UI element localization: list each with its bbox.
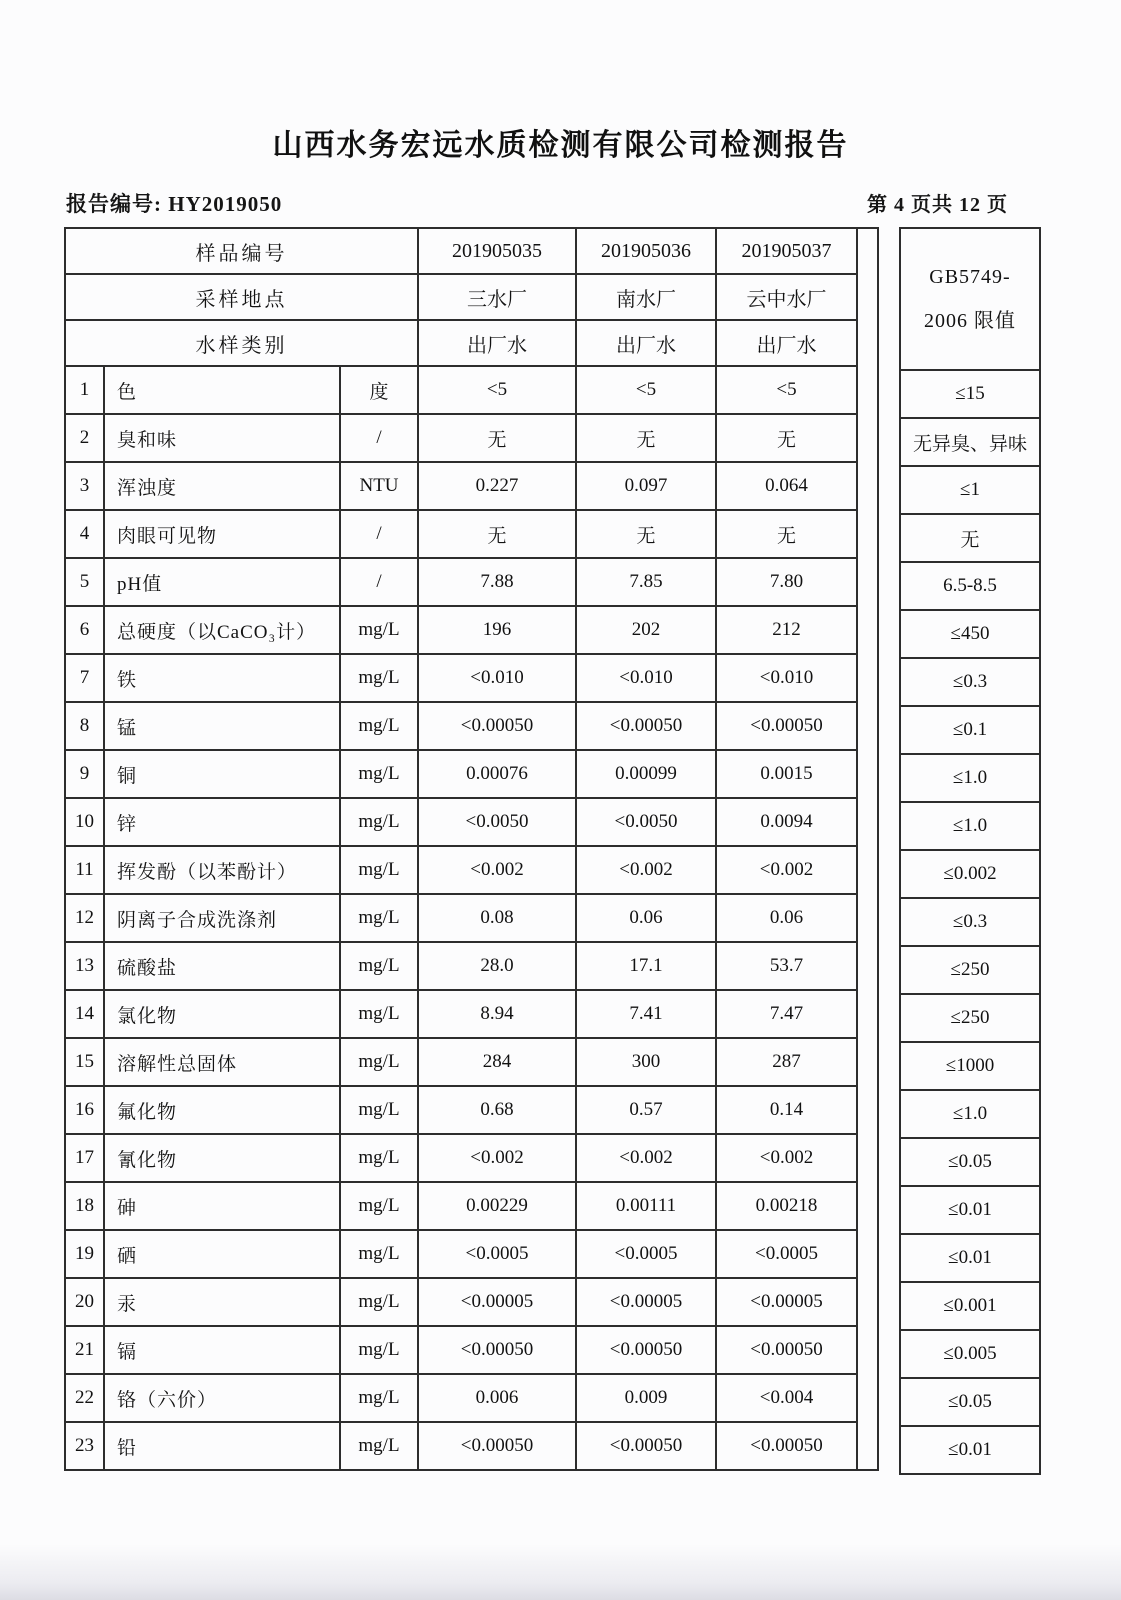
cell-v2: 0.097 [576, 462, 716, 510]
spacer-cell [857, 1182, 878, 1230]
spacer-cell [857, 1086, 878, 1134]
spacer-cell [857, 942, 878, 990]
cell-name: pH值 [104, 558, 340, 606]
cell-limit: ≤0.005 [900, 1330, 1040, 1378]
cell-v2: 0.00099 [576, 750, 716, 798]
parameter-row [65, 1182, 878, 1230]
cell-limit: ≤0.002 [900, 850, 1040, 898]
cell-no: 21 [65, 1326, 104, 1374]
limit-row [900, 1282, 1040, 1330]
cell-no: 5 [65, 558, 104, 606]
cell-no: 2 [65, 414, 104, 462]
limit-row [900, 802, 1040, 850]
parameter-row [65, 1134, 878, 1182]
cell-no: 13 [65, 942, 104, 990]
parameter-row [65, 894, 878, 942]
cell-name: 色 [104, 366, 340, 414]
cell-limit: ≤0.1 [900, 706, 1040, 754]
cell-v3: <0.00050 [716, 702, 857, 750]
parameter-row [65, 798, 878, 846]
cell-v1: <0.00005 [418, 1278, 576, 1326]
cell-no: 22 [65, 1374, 104, 1422]
spacer-cell [857, 846, 878, 894]
cell-unit: mg/L [340, 1422, 418, 1470]
cell-v1: 28.0 [418, 942, 576, 990]
spacer-cell [857, 894, 878, 942]
parameter-row [65, 366, 878, 414]
parameter-row [65, 510, 878, 558]
limit-header-row [900, 228, 1040, 370]
cell-limit: ≤1000 [900, 1042, 1040, 1090]
cell-v1: 284 [418, 1038, 576, 1086]
cell-v3: <0.00050 [716, 1422, 857, 1470]
spacer-cell [857, 798, 878, 846]
spacer-cell [857, 1278, 878, 1326]
cell-v2: 300 [576, 1038, 716, 1086]
cell-name: 汞 [104, 1278, 340, 1326]
cell-v1: <0.002 [418, 1134, 576, 1182]
cell-limit: ≤250 [900, 946, 1040, 994]
cell-v2: <0.0050 [576, 798, 716, 846]
spacer-cell [857, 366, 878, 414]
cell-unit: mg/L [340, 1326, 418, 1374]
cell-v1: <5 [418, 366, 576, 414]
cell-v1: 196 [418, 606, 576, 654]
cell-v2: 0.009 [576, 1374, 716, 1422]
cell-limit: ≤1 [900, 466, 1040, 514]
spacer-cell [857, 1134, 878, 1182]
cell-limit: ≤0.3 [900, 898, 1040, 946]
cell-v3: 0.00218 [716, 1182, 857, 1230]
cell-unit: / [340, 510, 418, 558]
limit-row [900, 658, 1040, 706]
cell-unit: mg/L [340, 1374, 418, 1422]
results-table-header [65, 228, 878, 366]
spacer-cell [857, 510, 878, 558]
cell-unit: / [340, 414, 418, 462]
limit-row [900, 1138, 1040, 1186]
location-1: 三水厂 [418, 274, 576, 320]
spacer-cell [857, 320, 878, 366]
cell-v1: 8.94 [418, 990, 576, 1038]
cell-v1: 0.006 [418, 1374, 576, 1422]
limit-row [900, 562, 1040, 610]
cell-unit: mg/L [340, 1086, 418, 1134]
cell-no: 3 [65, 462, 104, 510]
cell-v1: 0.00076 [418, 750, 576, 798]
cell-no: 18 [65, 1182, 104, 1230]
cell-unit: mg/L [340, 894, 418, 942]
limit-row [900, 370, 1040, 418]
location-3: 云中水厂 [716, 274, 857, 320]
spacer-cell [857, 606, 878, 654]
header-row-location [65, 274, 878, 320]
spacer-cell [857, 1230, 878, 1278]
cell-no: 11 [65, 846, 104, 894]
cell-unit: mg/L [340, 750, 418, 798]
cell-name: 浑浊度 [104, 462, 340, 510]
cell-name: 锌 [104, 798, 340, 846]
header-row-sample-id [65, 228, 878, 274]
limit-standard-year: 2006 限值 [924, 310, 1016, 332]
limit-row [900, 610, 1040, 658]
parameter-row [65, 1422, 878, 1470]
cell-v2: 17.1 [576, 942, 716, 990]
parameter-row [65, 750, 878, 798]
cell-unit: mg/L [340, 1038, 418, 1086]
limit-row [900, 1330, 1040, 1378]
limit-row [900, 1186, 1040, 1234]
cell-v2: <0.002 [576, 1134, 716, 1182]
limit-row [900, 514, 1040, 562]
cell-v2: 7.85 [576, 558, 716, 606]
cell-limit: 无异臭、异味 [900, 418, 1040, 466]
cell-v1: <0.0005 [418, 1230, 576, 1278]
cell-v2: <0.00050 [576, 1422, 716, 1470]
cell-v2: <5 [576, 366, 716, 414]
cell-limit: ≤450 [900, 610, 1040, 658]
parameter-row [65, 1326, 878, 1374]
cell-v3: 无 [716, 510, 857, 558]
cell-name: 铜 [104, 750, 340, 798]
cell-v2: <0.010 [576, 654, 716, 702]
results-table [64, 227, 879, 1471]
cell-limit: ≤0.3 [900, 658, 1040, 706]
limit-row [900, 706, 1040, 754]
cell-v3: 0.0094 [716, 798, 857, 846]
scan-shadow [0, 1544, 1121, 1600]
cell-unit: mg/L [340, 846, 418, 894]
cell-unit: mg/L [340, 1182, 418, 1230]
report-number-label: 报告编号: [66, 192, 162, 216]
cell-unit: mg/L [340, 702, 418, 750]
cell-name: 铬（六价） [104, 1374, 340, 1422]
limit-row [900, 1378, 1040, 1426]
limit-row [900, 850, 1040, 898]
limit-row [900, 1234, 1040, 1282]
cell-name: 溶解性总固体 [104, 1038, 340, 1086]
spacer-cell [857, 654, 878, 702]
cell-v3: 0.14 [716, 1086, 857, 1134]
cell-unit: mg/L [340, 654, 418, 702]
cell-name: 铅 [104, 1422, 340, 1470]
cell-v3: <5 [716, 366, 857, 414]
limit-table-header [900, 228, 1040, 370]
parameter-row [65, 1374, 878, 1422]
cell-v2: 7.41 [576, 990, 716, 1038]
cell-no: 7 [65, 654, 104, 702]
spacer-cell [857, 1326, 878, 1374]
limit-row [900, 946, 1040, 994]
header-label: 水样类别 [65, 320, 418, 366]
cell-limit: ≤0.05 [900, 1138, 1040, 1186]
cell-v3: <0.002 [716, 846, 857, 894]
cell-name: 硫酸盐 [104, 942, 340, 990]
spacer-cell [857, 462, 878, 510]
limit-standard-name: GB5749- [929, 266, 1011, 288]
cell-limit: ≤15 [900, 370, 1040, 418]
cell-v2: 202 [576, 606, 716, 654]
limit-row [900, 754, 1040, 802]
cell-v3: <0.00005 [716, 1278, 857, 1326]
header-row-sample-type [65, 320, 878, 366]
cell-no: 23 [65, 1422, 104, 1470]
sample-type-3: 出厂水 [716, 320, 857, 366]
cell-limit: ≤0.001 [900, 1282, 1040, 1330]
parameter-row [65, 606, 878, 654]
page-indicator: 第 4 页共 12 页 [867, 194, 1008, 216]
cell-no: 19 [65, 1230, 104, 1278]
cell-v2: 无 [576, 510, 716, 558]
cell-v3: 287 [716, 1038, 857, 1086]
cell-v2: 0.57 [576, 1086, 716, 1134]
header-label: 样品编号 [65, 228, 418, 274]
cell-no: 20 [65, 1278, 104, 1326]
cell-v1: <0.00050 [418, 702, 576, 750]
cell-v2: 无 [576, 414, 716, 462]
cell-v1: 0.08 [418, 894, 576, 942]
cell-v3: 7.47 [716, 990, 857, 1038]
sample-id-3: 201905037 [716, 228, 857, 274]
parameter-row [65, 1278, 878, 1326]
cell-no: 12 [65, 894, 104, 942]
cell-limit: ≤1.0 [900, 754, 1040, 802]
limit-header-cell [900, 228, 1040, 370]
limit-row [900, 994, 1040, 1042]
parameter-row [65, 654, 878, 702]
cell-no: 4 [65, 510, 104, 558]
cell-limit: ≤250 [900, 994, 1040, 1042]
cell-unit: mg/L [340, 942, 418, 990]
cell-unit: mg/L [340, 798, 418, 846]
cell-unit: mg/L [340, 606, 418, 654]
cell-name: 氰化物 [104, 1134, 340, 1182]
cell-limit: 无 [900, 514, 1040, 562]
cell-v2: <0.0005 [576, 1230, 716, 1278]
spacer-cell [857, 750, 878, 798]
cell-v3: <0.002 [716, 1134, 857, 1182]
cell-unit: 度 [340, 366, 418, 414]
parameter-row [65, 558, 878, 606]
report-meta-row [66, 188, 1008, 218]
sample-type-1: 出厂水 [418, 320, 576, 366]
sample-type-2: 出厂水 [576, 320, 716, 366]
cell-v3: 53.7 [716, 942, 857, 990]
cell-unit: NTU [340, 462, 418, 510]
cell-v3: 0.06 [716, 894, 857, 942]
header-label: 采样地点 [65, 274, 418, 320]
cell-limit: ≤1.0 [900, 1090, 1040, 1138]
cell-v2: 0.06 [576, 894, 716, 942]
sample-id-1: 201905035 [418, 228, 576, 274]
cell-name: 硒 [104, 1230, 340, 1278]
limit-row [900, 1042, 1040, 1090]
cell-name: 锰 [104, 702, 340, 750]
cell-v3: <0.0005 [716, 1230, 857, 1278]
sample-id-2: 201905036 [576, 228, 716, 274]
cell-limit: ≤0.01 [900, 1426, 1040, 1474]
location-2: 南水厂 [576, 274, 716, 320]
spacer-cell [857, 274, 878, 320]
limit-table-body [900, 370, 1040, 1474]
cell-v2: 0.00111 [576, 1182, 716, 1230]
parameter-row [65, 462, 878, 510]
cell-v3: 无 [716, 414, 857, 462]
limit-row [900, 1426, 1040, 1474]
cell-no: 17 [65, 1134, 104, 1182]
cell-no: 1 [65, 366, 104, 414]
cell-no: 15 [65, 1038, 104, 1086]
cell-v1: 0.227 [418, 462, 576, 510]
spacer-cell [857, 414, 878, 462]
cell-name: 挥发酚（以苯酚计） [104, 846, 340, 894]
parameter-row [65, 1038, 878, 1086]
cell-limit: ≤0.01 [900, 1186, 1040, 1234]
cell-v3: <0.004 [716, 1374, 857, 1422]
cell-name: 臭和味 [104, 414, 340, 462]
cell-v3: 7.80 [716, 558, 857, 606]
cell-no: 16 [65, 1086, 104, 1134]
spacer-cell [857, 702, 878, 750]
cell-v1: <0.0050 [418, 798, 576, 846]
spacer-cell [857, 990, 878, 1038]
limit-row [900, 418, 1040, 466]
spacer-cell [857, 1038, 878, 1086]
cell-v3: <0.00050 [716, 1326, 857, 1374]
cell-unit: mg/L [340, 1134, 418, 1182]
cell-limit: ≤1.0 [900, 802, 1040, 850]
cell-v3: <0.010 [716, 654, 857, 702]
cell-v1: 无 [418, 414, 576, 462]
cell-unit: / [340, 558, 418, 606]
cell-v3: 212 [716, 606, 857, 654]
limit-table [899, 227, 1041, 1475]
cell-no: 8 [65, 702, 104, 750]
cell-v2: <0.00050 [576, 702, 716, 750]
results-table-area [64, 227, 1041, 1475]
cell-unit: mg/L [340, 990, 418, 1038]
cell-name: 氟化物 [104, 1086, 340, 1134]
parameter-row [65, 702, 878, 750]
cell-name: 镉 [104, 1326, 340, 1374]
cell-no: 6 [65, 606, 104, 654]
parameter-row [65, 846, 878, 894]
cell-name: 阴离子合成洗涤剂 [104, 894, 340, 942]
cell-unit: mg/L [340, 1230, 418, 1278]
cell-v1: <0.00050 [418, 1422, 576, 1470]
cell-name: 铁 [104, 654, 340, 702]
main-table-body [65, 366, 878, 1470]
cell-name: 肉眼可见物 [104, 510, 340, 558]
parameter-row [65, 414, 878, 462]
cell-v3: 0.0015 [716, 750, 857, 798]
spacer-cell [857, 1374, 878, 1422]
cell-v1: <0.00050 [418, 1326, 576, 1374]
cell-v1: 无 [418, 510, 576, 558]
spacer-cell [857, 558, 878, 606]
cell-no: 9 [65, 750, 104, 798]
report-title: 山西水务宏远水质检测有限公司检测报告 [272, 129, 849, 162]
limit-row [900, 466, 1040, 514]
cell-v1: 0.68 [418, 1086, 576, 1134]
parameter-row [65, 1086, 878, 1134]
cell-name: 砷 [104, 1182, 340, 1230]
cell-v2: <0.00050 [576, 1326, 716, 1374]
cell-limit: ≤0.01 [900, 1234, 1040, 1282]
limit-row [900, 898, 1040, 946]
cell-v1: <0.010 [418, 654, 576, 702]
cell-v2: <0.002 [576, 846, 716, 894]
cell-no: 14 [65, 990, 104, 1038]
cell-unit: mg/L [340, 1278, 418, 1326]
cell-no: 10 [65, 798, 104, 846]
cell-limit: ≤0.05 [900, 1378, 1040, 1426]
cell-v1: 7.88 [418, 558, 576, 606]
parameter-row [65, 942, 878, 990]
cell-v3: 0.064 [716, 462, 857, 510]
limit-row [900, 1090, 1040, 1138]
cell-limit: 6.5-8.5 [900, 562, 1040, 610]
cell-v1: <0.002 [418, 846, 576, 894]
spacer-cell [857, 1422, 878, 1470]
report-number-value: HY2019050 [168, 192, 283, 216]
spacer-cell [857, 228, 878, 274]
report-number [66, 188, 282, 218]
cell-v2: <0.00005 [576, 1278, 716, 1326]
parameter-row [65, 990, 878, 1038]
cell-name: 氯化物 [104, 990, 340, 1038]
cell-v1: 0.00229 [418, 1182, 576, 1230]
parameter-row [65, 1230, 878, 1278]
cell-name: 总硬度（以CaCO₃计） [104, 606, 340, 654]
